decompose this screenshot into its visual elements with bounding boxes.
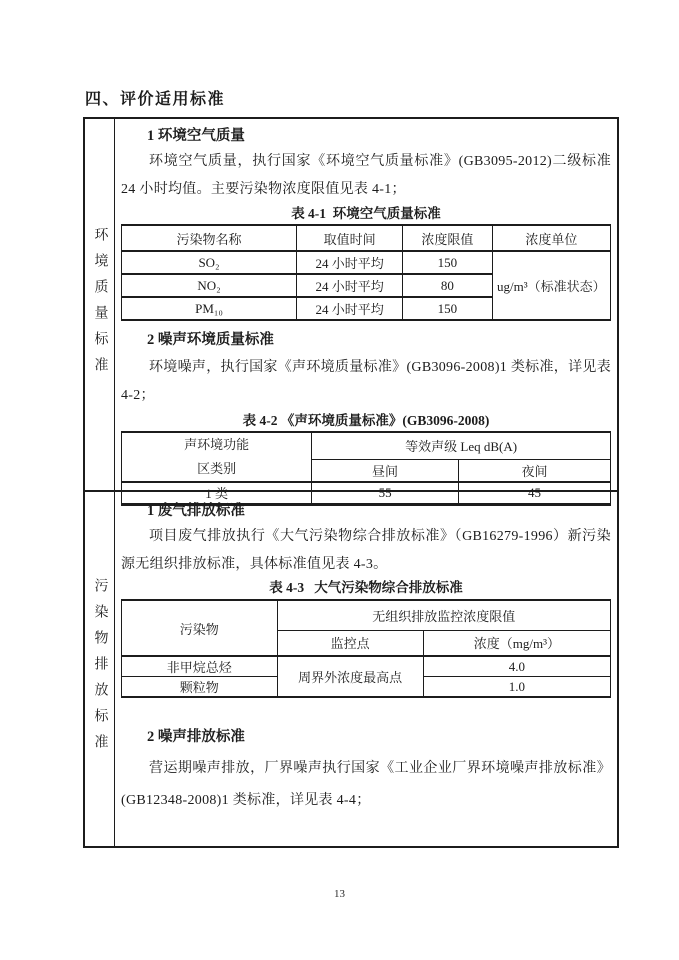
table-4-1-header-unit: 浓度单位	[492, 225, 610, 251]
noise-emission-paragraph: 营运期噪声排放，厂界噪声执行国家《工业企业厂界环境噪声排放标准》(GB12348-2008)1 类标准，详见表 4-4；	[121, 761, 611, 808]
noise-quality-heading: 2 噪声环境质量标准	[147, 332, 274, 348]
air-quality-paragraph: 环境空气质量，执行国家《环境空气质量标准》(GB3095-2012)二级标准 24 小时均值。主要污染物浓度限值见表 4-1；	[121, 154, 611, 197]
noise-quality-paragraph: 环境噪声，执行国家《声环境质量标准》(GB3096-2008)1 类标准，详见表 4-2；	[121, 360, 611, 403]
side-label-cell-environmental-quality	[85, 119, 115, 490]
limit-value-cell: 80	[403, 274, 492, 297]
standards-table-frame	[83, 117, 619, 848]
table-4-3-row-nmhc	[122, 656, 611, 677]
waste-gas-emission-heading: 1 废气排放标准	[147, 503, 245, 519]
side-label-pollutant-emission: 污染物排放标准	[92, 578, 108, 760]
zone-class-cell: 1 类	[122, 482, 312, 504]
table-4-1-header-row	[122, 225, 611, 251]
air-quality-heading: 1 环境空气质量	[147, 128, 245, 144]
zone-category-header-line2: 区类别	[197, 461, 237, 476]
concentration-value-cell: 1.0	[423, 677, 610, 698]
limit-value-cell: 150	[403, 297, 492, 320]
waste-gas-emission-paragraph: 项目废气排放执行《大气污染物综合排放标准》（GB16279-1996）新污染源无组织排放标准，具体标准值见表 4-3。	[121, 529, 611, 572]
table-4-1-header-averaging-time: 取值时间	[297, 225, 403, 251]
leq-group-header: 等效声级 Leq dB(A)	[312, 432, 611, 459]
environmental-quality-content	[115, 119, 617, 502]
averaging-time-cell: 24 小时平均	[297, 251, 403, 274]
side-label-cell-pollutant-emission	[85, 492, 115, 846]
concentration-header: 浓度（mg/m³）	[423, 630, 610, 656]
document-title: 四、评价适用标准	[85, 91, 226, 108]
pollutant-name-cell: NO₂	[122, 274, 297, 297]
pollutant-header: 污染物	[122, 600, 278, 656]
zone-category-header	[122, 432, 312, 482]
monitoring-point-header: 监控点	[277, 630, 423, 656]
night-header: 夜间	[458, 459, 610, 482]
day-header: 昼间	[312, 459, 459, 482]
table-4-2-title: 表 4-2 《声环境质量标准》(GB3096-2008)	[242, 413, 490, 428]
section-pollutant-emission-standards	[85, 492, 617, 846]
pollutant-name-cell: 颗粒物	[122, 677, 278, 698]
table-4-3	[121, 599, 611, 698]
table-4-1	[121, 224, 611, 321]
pollutant-name-cell: 非甲烷总烃	[122, 656, 278, 677]
table-4-2-header-row-1	[122, 432, 611, 459]
zone-category-header-line1: 声环境功能	[184, 437, 250, 452]
table-4-1-header-concentration-limit: 浓度限值	[403, 225, 492, 251]
concentration-value-cell: 4.0	[423, 656, 610, 677]
averaging-time-cell: 24 小时平均	[297, 297, 403, 320]
table-4-1-row-so2	[122, 251, 611, 274]
pollutant-name-cell: SO₂	[122, 251, 297, 274]
unit-cell: ug/m³（标准状态）	[492, 251, 610, 320]
page-number: 13	[334, 888, 345, 900]
pollutant-emission-content	[115, 492, 617, 846]
pollutant-name-cell: PM₁₀	[122, 297, 297, 320]
night-limit-cell: 45	[458, 482, 610, 504]
section-environmental-quality-standards	[85, 119, 617, 502]
limit-value-cell: 150	[403, 251, 492, 274]
averaging-time-cell: 24 小时平均	[297, 274, 403, 297]
fugitive-emission-group-header: 无组织排放监控浓度限值	[277, 600, 611, 630]
monitoring-point-cell: 周界外浓度最高点	[277, 656, 423, 697]
day-limit-cell: 55	[312, 482, 459, 504]
table-4-3-header-row-1	[122, 600, 611, 630]
table-4-1-header-pollutant-name: 污染物名称	[122, 225, 297, 251]
table-4-1-title: 表 4-1 环境空气质量标准	[291, 206, 441, 221]
table-4-3-title: 表 4-3 大气污染物综合排放标准	[269, 580, 463, 595]
noise-emission-heading: 2 噪声排放标准	[147, 729, 245, 745]
side-label-environmental-quality: 环境质量标准	[92, 226, 108, 383]
